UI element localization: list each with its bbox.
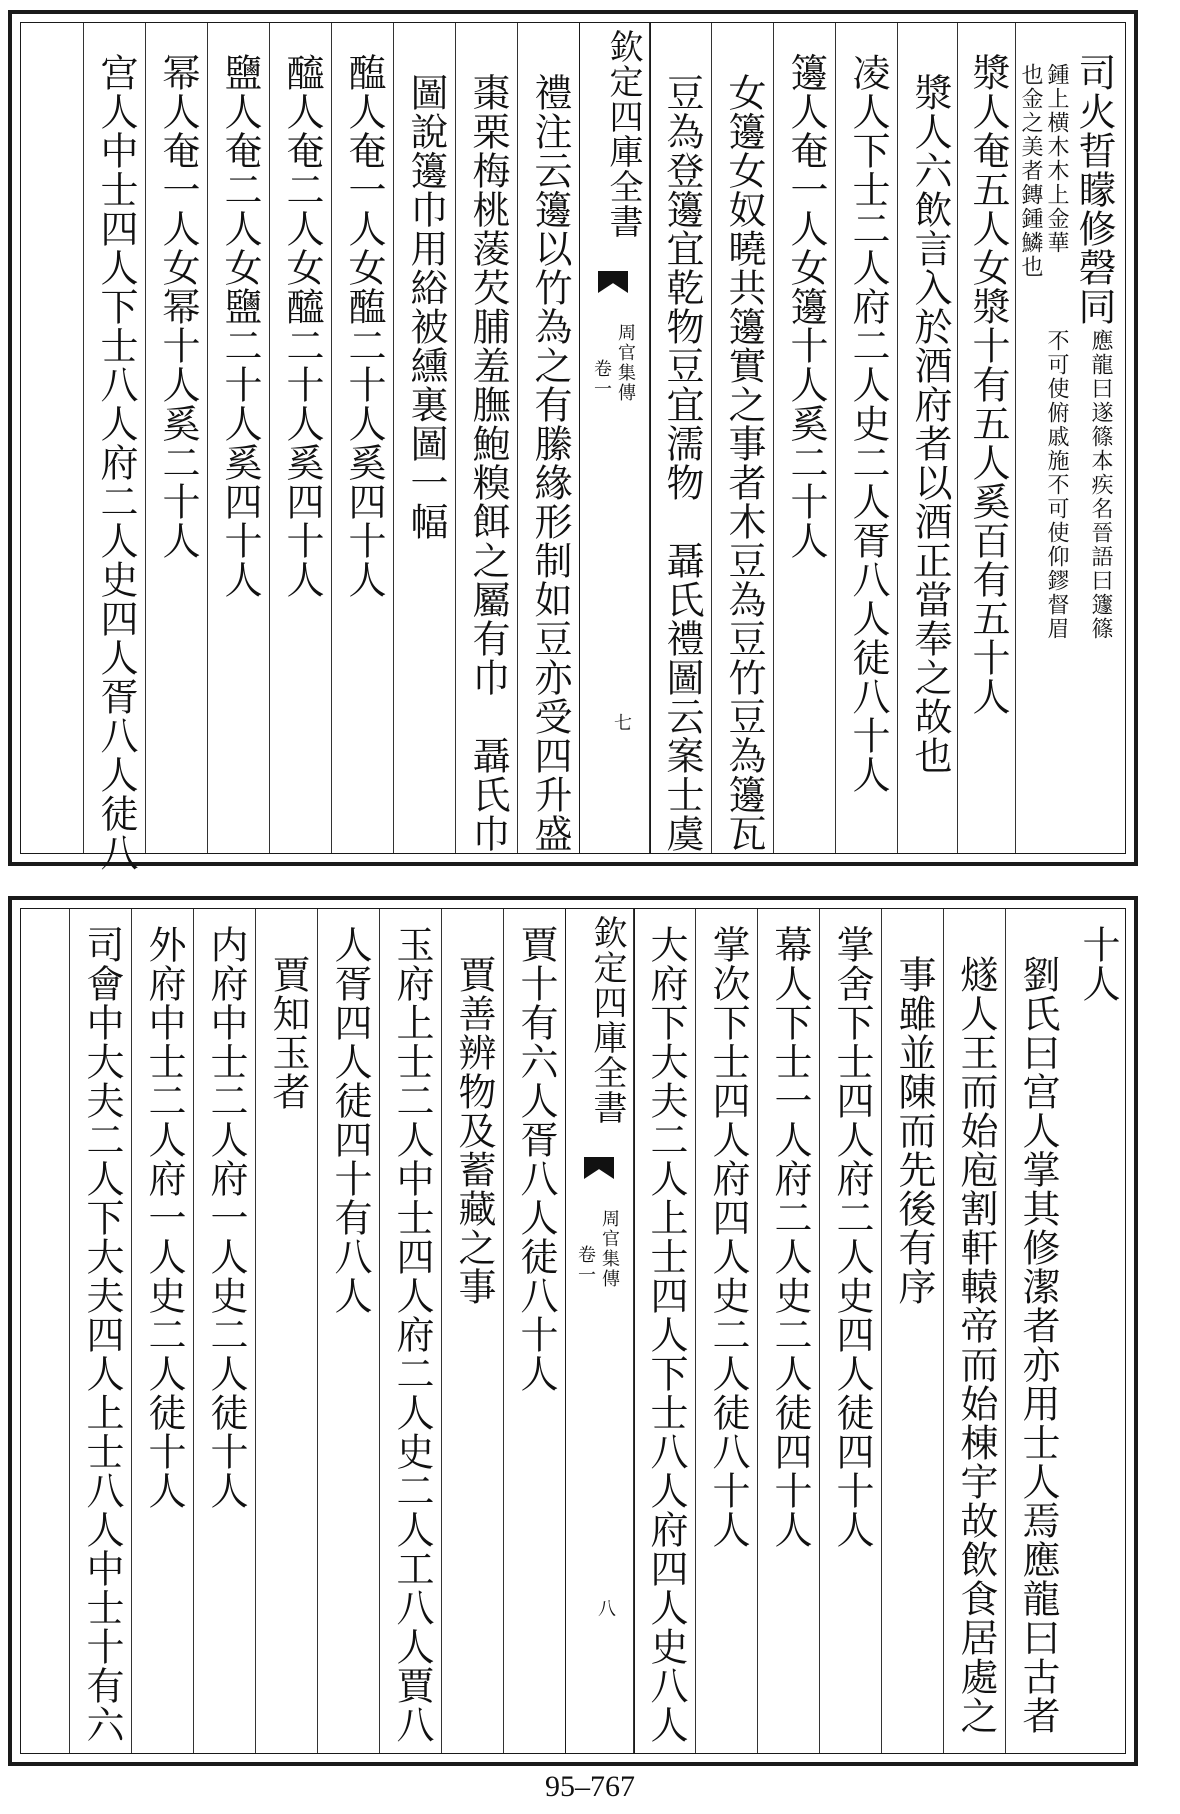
upper-col-10 <box>455 23 517 853</box>
lower-col-8-text: 大府下大夫二人上士四人下士八人府四人史八人 <box>644 925 688 1744</box>
lower-col-12-text: 人胥四人徒四十有八人 <box>328 925 372 1315</box>
page-number: 95–767 <box>545 1770 635 1803</box>
upper-juan: 卷一 <box>591 359 612 399</box>
upper-col-15 <box>145 23 207 853</box>
upper-col-12-text: 醢人奄一人女醢二十人奚四十人 <box>342 53 386 599</box>
lower-col-2 <box>1005 909 1067 1753</box>
upper-col-2 <box>1015 23 1069 853</box>
upper-col-7-text: 女籩女奴曉共籩實之事者木豆為豆竹豆為籩瓦 <box>722 73 766 853</box>
upper-fishtail-mark <box>598 271 628 293</box>
upper-col-5-text: 凌人下士二人府二人史二人胥八人徒八十人 <box>846 53 890 794</box>
upper-block-heart <box>579 23 651 853</box>
upper-col-8-text: 豆為登籩宜乾物豆宜濡物 聶氏禮圖云案士虞 <box>660 73 704 853</box>
lower-col-5 <box>819 909 881 1753</box>
upper-col-4-text: 漿人六飲言入於酒府者以酒正當奉之故也 <box>908 73 952 775</box>
lower-col-7-text: 掌次下士四人府四人史二人徒八十人 <box>706 925 750 1549</box>
upper-col-12 <box>331 23 393 853</box>
lower-col-6 <box>757 909 819 1753</box>
upper-col-13 <box>269 23 331 853</box>
lower-col-5-text: 掌舍下士四人府二人史四人徒四十人 <box>830 925 874 1549</box>
upper-col-9 <box>517 23 579 853</box>
lower-col-14 <box>193 909 255 1753</box>
lower-leaf-number: 八 <box>595 1599 616 1619</box>
lower-juan: 卷一 <box>575 1245 596 1285</box>
lower-col-6-text: 幕人下士一人府二人史二人徒四十人 <box>768 925 812 1549</box>
lower-col-10-text: 賈善辨物及蓄藏之事 <box>452 955 496 1306</box>
upper-col-2-note-b: 不可使俯戚施不可使仰鏐督眉 <box>1044 329 1069 641</box>
upper-col-16-text: 宫人中士四人下士八人府二人史四人胥八人徒八 <box>94 53 138 872</box>
lower-col-12 <box>317 909 379 1753</box>
lower-col-7 <box>695 909 757 1753</box>
lower-block-heart <box>565 909 635 1753</box>
lower-col-15 <box>131 909 193 1753</box>
lower-page-frame <box>20 908 1126 1754</box>
lower-fishtail-mark <box>584 1157 614 1179</box>
upper-col-3-text: 漿人奄五人女漿十有五人奚百有五十人 <box>966 53 1010 716</box>
upper-book-name: 周官集傳 <box>615 323 636 403</box>
lower-col-16-text: 司會中大夫二人下大夫四人上士八人中士十有六 <box>80 925 124 1744</box>
upper-col-7 <box>711 23 773 853</box>
lower-col-10 <box>441 909 503 1753</box>
upper-page-frame <box>20 22 1126 872</box>
lower-col-4-text: 事雖並陳而先後有序 <box>892 955 936 1306</box>
upper-col-6-text: 籩人奄一人女籩十人奚二十人 <box>784 53 828 560</box>
upper-col-16 <box>83 23 145 872</box>
upper-leaf-number: 七 <box>611 713 632 733</box>
upper-col-4 <box>897 23 957 853</box>
lower-col-9 <box>503 909 565 1753</box>
upper-col-14 <box>207 23 269 853</box>
lower-col-3 <box>943 909 1005 1753</box>
upper-col-9-text: 禮注云籩以竹為之有縢緣形制如豆亦受四升盛 <box>528 73 572 853</box>
upper-col-5 <box>835 23 897 853</box>
lower-col-1 <box>1067 909 1127 1753</box>
lower-book-name: 周官集傳 <box>599 1209 620 1289</box>
upper-col-14-text: 鹽人奄二人女鹽二十人奚四十人 <box>218 53 262 599</box>
lower-col-11 <box>379 909 441 1753</box>
lower-col-4 <box>881 909 943 1753</box>
upper-page <box>8 10 1138 872</box>
upper-col-10-text: 棗栗梅桃蔆芡脯羞膴鮑糗餌之屬有巾 聶氏巾 <box>466 73 510 853</box>
upper-col-2-note-b2: 鍾上横木木上金華 <box>1044 63 1069 255</box>
lower-col-1-text: 十人 <box>1076 925 1120 1003</box>
upper-col-6 <box>773 23 835 853</box>
upper-col-11 <box>393 23 455 853</box>
lower-col-15-text: 外府中士二人府一人史二人徒十人 <box>142 925 186 1510</box>
lower-col-2-text: 劉氏曰宫人掌其修潔者亦用士人焉應龍曰古者 <box>1016 955 1060 1735</box>
upper-col-8 <box>649 23 711 853</box>
lower-page <box>8 896 1138 1766</box>
upper-col-3 <box>957 23 1015 853</box>
upper-col-1 <box>1069 23 1127 853</box>
upper-col-15-text: 幂人奄一人女幂十人奚二十人 <box>156 53 200 560</box>
upper-col-1-main: 司火晢矇修磬同 <box>1072 53 1116 326</box>
lower-col-14-text: 内府中士二人府一人史二人徒十人 <box>204 925 248 1510</box>
upper-book-title: 欽定四庫全書 <box>603 29 643 239</box>
lower-col-9-text: 賈十有六人胥八人徒八十人 <box>514 925 558 1393</box>
upper-col-1-note-a: 應龍曰遂篠本疾名晉語曰籧篠 <box>1088 329 1113 641</box>
upper-col-13-text: 醯人奄二人女醯二十人奚四十人 <box>280 53 324 599</box>
lower-book-title: 欽定四庫全書 <box>587 915 627 1125</box>
lower-col-3-text: 燧人王而始庖割軒轅帝而始棟宇故飲食居處之 <box>954 955 998 1735</box>
lower-col-13-text: 賈知玉者 <box>266 955 310 1111</box>
lower-col-11-text: 玉府上士二人中士四人府二人史二人工八人賈八 <box>390 925 434 1744</box>
upper-col-11-text: 圖說籩巾用綌被纁裏圖一幅 <box>404 73 448 541</box>
lower-col-8 <box>633 909 695 1753</box>
upper-col-2-note-a: 也金之美者鏄鍾鱗也 <box>1018 63 1043 279</box>
lower-col-16 <box>69 909 131 1753</box>
lower-col-13 <box>255 909 317 1753</box>
